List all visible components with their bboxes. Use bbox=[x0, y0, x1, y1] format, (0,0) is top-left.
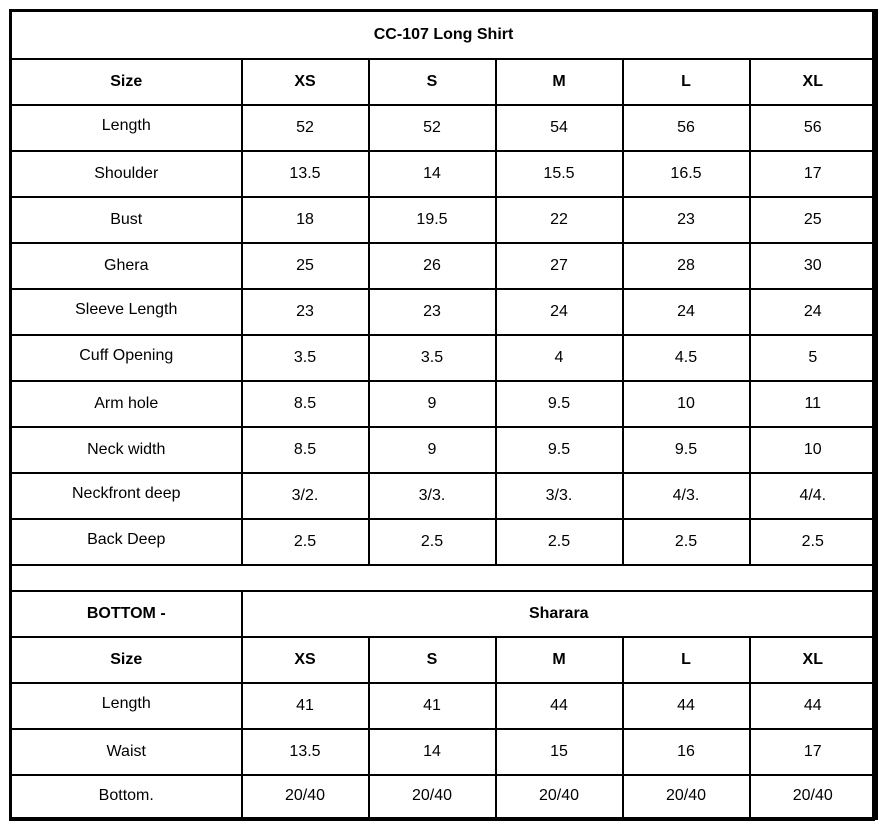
value-cell: 23 bbox=[242, 289, 369, 335]
value-cell: 56 bbox=[750, 105, 877, 151]
value-cell: 17 bbox=[750, 729, 877, 775]
value-cell: 9 bbox=[369, 427, 496, 473]
top-header-row bbox=[11, 59, 877, 105]
measure-label bbox=[11, 683, 242, 729]
bottom-name: Sharara bbox=[242, 591, 877, 637]
measure-label-text: Length bbox=[101, 116, 151, 134]
value-cell: 4 bbox=[496, 335, 623, 381]
value-cell: 14 bbox=[369, 729, 496, 775]
value-cell: 22 bbox=[496, 197, 623, 243]
header-cell: XS bbox=[242, 59, 369, 105]
table-row bbox=[11, 243, 877, 289]
header-cell: M bbox=[496, 59, 623, 105]
measure-label: Bust bbox=[11, 197, 242, 243]
measure-label-text: Neckfront deep bbox=[71, 484, 181, 502]
value-cell: 30 bbox=[750, 243, 877, 289]
table-row bbox=[11, 151, 877, 197]
value-cell: 27 bbox=[496, 243, 623, 289]
value-cell: 15 bbox=[496, 729, 623, 775]
value-cell: 3/3. bbox=[369, 473, 496, 519]
value-cell: 24 bbox=[750, 289, 877, 335]
table-row bbox=[11, 473, 877, 519]
value-cell: 56 bbox=[623, 105, 750, 151]
value-cell: 9 bbox=[369, 381, 496, 427]
bottom-title-row bbox=[11, 591, 877, 637]
value-cell: 2.5 bbox=[496, 519, 623, 565]
table-row bbox=[11, 683, 877, 729]
table-row bbox=[11, 427, 877, 473]
header-cell: L bbox=[623, 59, 750, 105]
table-row bbox=[11, 381, 877, 427]
value-cell: 23 bbox=[369, 289, 496, 335]
measure-label bbox=[11, 105, 242, 151]
header-cell: XL bbox=[750, 59, 877, 105]
value-cell: 16.5 bbox=[623, 151, 750, 197]
value-cell: 41 bbox=[242, 683, 369, 729]
header-cell: XS bbox=[242, 637, 369, 683]
value-cell: 20/40 bbox=[242, 775, 369, 819]
value-cell: 24 bbox=[496, 289, 623, 335]
chart-title: CC-107 Long Shirt bbox=[11, 11, 877, 59]
header-cell: S bbox=[369, 637, 496, 683]
header-cell: XL bbox=[750, 637, 877, 683]
value-cell: 15.5 bbox=[496, 151, 623, 197]
value-cell: 3.5 bbox=[369, 335, 496, 381]
value-cell: 2.5 bbox=[623, 519, 750, 565]
value-cell: 16 bbox=[623, 729, 750, 775]
value-cell: 4.5 bbox=[623, 335, 750, 381]
value-cell: 13.5 bbox=[242, 729, 369, 775]
value-cell: 20/40 bbox=[369, 775, 496, 819]
measure-label-text: Sleeve Length bbox=[75, 300, 178, 318]
value-cell: 25 bbox=[750, 197, 877, 243]
value-cell: 52 bbox=[242, 105, 369, 151]
measure-label bbox=[11, 289, 242, 335]
value-cell: 10 bbox=[750, 427, 877, 473]
value-cell: 20/40 bbox=[496, 775, 623, 819]
value-cell: 41 bbox=[369, 683, 496, 729]
value-cell: 2.5 bbox=[750, 519, 877, 565]
value-cell: 25 bbox=[242, 243, 369, 289]
table-row bbox=[11, 197, 877, 243]
header-cell: L bbox=[623, 637, 750, 683]
value-cell: 2.5 bbox=[242, 519, 369, 565]
value-cell: 44 bbox=[623, 683, 750, 729]
value-cell: 3/2. bbox=[242, 473, 369, 519]
value-cell: 23 bbox=[623, 197, 750, 243]
measure-label: Arm hole bbox=[11, 381, 242, 427]
bottom-label: BOTTOM - bbox=[11, 591, 242, 637]
measure-label-text: Back Deep bbox=[87, 530, 166, 548]
value-cell: 13.5 bbox=[242, 151, 369, 197]
title-row bbox=[11, 11, 877, 59]
value-cell: 20/40 bbox=[750, 775, 877, 819]
value-cell: 5 bbox=[750, 335, 877, 381]
value-cell: 24 bbox=[623, 289, 750, 335]
measure-label-text: Length bbox=[101, 694, 151, 712]
value-cell: 3/3. bbox=[496, 473, 623, 519]
value-cell: 52 bbox=[369, 105, 496, 151]
table-row bbox=[11, 519, 877, 565]
value-cell: 11 bbox=[750, 381, 877, 427]
spacer-row bbox=[11, 565, 877, 591]
measure-label: Neck width bbox=[11, 427, 242, 473]
table-row bbox=[11, 775, 877, 819]
bottom-header-row bbox=[11, 637, 877, 683]
measure-label: Ghera bbox=[11, 243, 242, 289]
table-row bbox=[11, 729, 877, 775]
header-cell: Size bbox=[11, 59, 242, 105]
value-cell: 4/4. bbox=[750, 473, 877, 519]
value-cell: 14 bbox=[369, 151, 496, 197]
value-cell: 20/40 bbox=[623, 775, 750, 819]
measure-label bbox=[11, 473, 242, 519]
measure-label: Bottom. bbox=[11, 775, 242, 819]
header-cell: S bbox=[369, 59, 496, 105]
header-cell: Size bbox=[11, 637, 242, 683]
value-cell: 44 bbox=[750, 683, 877, 729]
value-cell: 8.5 bbox=[242, 427, 369, 473]
value-cell: 8.5 bbox=[242, 381, 369, 427]
value-cell: 9.5 bbox=[496, 381, 623, 427]
measure-label-text: Cuff Opening bbox=[79, 346, 174, 364]
table-row bbox=[11, 335, 877, 381]
value-cell: 28 bbox=[623, 243, 750, 289]
value-cell: 18 bbox=[242, 197, 369, 243]
value-cell: 10 bbox=[623, 381, 750, 427]
header-cell: M bbox=[496, 637, 623, 683]
measure-label: Waist bbox=[11, 729, 242, 775]
value-cell: 2.5 bbox=[369, 519, 496, 565]
value-cell: 17 bbox=[750, 151, 877, 197]
table-row bbox=[11, 105, 877, 151]
value-cell: 9.5 bbox=[496, 427, 623, 473]
measure-label bbox=[11, 335, 242, 381]
value-cell: 44 bbox=[496, 683, 623, 729]
table-row bbox=[11, 289, 877, 335]
value-cell: 9.5 bbox=[623, 427, 750, 473]
spacer-cell bbox=[11, 565, 877, 591]
measure-label bbox=[11, 519, 242, 565]
size-chart-table bbox=[9, 9, 878, 820]
value-cell: 3.5 bbox=[242, 335, 369, 381]
value-cell: 19.5 bbox=[369, 197, 496, 243]
value-cell: 4/3. bbox=[623, 473, 750, 519]
value-cell: 26 bbox=[369, 243, 496, 289]
measure-label: Shoulder bbox=[11, 151, 242, 197]
value-cell: 54 bbox=[496, 105, 623, 151]
